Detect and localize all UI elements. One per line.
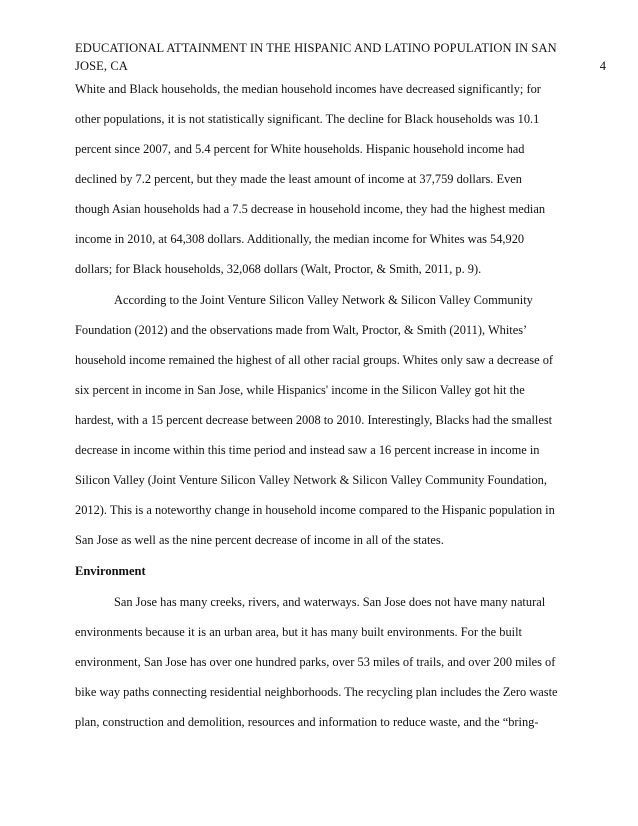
paragraph-1-line: other populations, it is not statistically significant. The decline for Black households was 10.1 (75, 112, 540, 126)
paragraph-3-line: environments because it is an urban area, but it has many built environments. For the built (75, 625, 522, 639)
paragraph-1-line: declined by 7.2 percent, but they made the least amount of income at 37,759 dollars. Even (75, 172, 522, 186)
paragraph-2-line: San Jose as well as the nine percent decrease of income in all of the states. (75, 533, 444, 547)
paragraph-2-line: household income remained the highest of all other racial groups. Whites only saw a decrease of (75, 353, 554, 367)
paragraph-3-line: environment, San Jose has over one hundred parks, over 53 miles of trails, and over 200 miles of (75, 655, 556, 669)
paragraph-2-line: Silicon Valley (Joint Venture Silicon Valley Network & Silicon Valley Community Foundation, (75, 473, 547, 487)
paragraph-2-line: hardest, with a 15 percent decrease between 2008 to 2010. Interestingly, Blacks had the smallest (75, 413, 553, 427)
paragraph-2-line: According to the Joint Venture Silicon Valley Network & Silicon Valley Community (114, 293, 533, 307)
paragraph-1-line: White and Black households, the median household incomes have decreased significantly; for (75, 82, 541, 96)
running-head: EDUCATIONAL ATTAINMENT IN THE HISPANIC AND LATINO POPULATION IN SAN JOSE, CA (75, 41, 557, 73)
paragraph-3-line: plan, construction and demolition, resources and information to reduce waste, and the “bring- (75, 715, 539, 729)
paragraph-1-line: dollars; for Black households, 32,068 dollars (Walt, Proctor, & Smith, 2011, p. 9). (75, 262, 482, 276)
paragraph-2-line: Foundation (2012) and the observations made from Walt, Proctor, & Smith (2011), Whites’ (75, 323, 528, 337)
paragraph-2-line: 2012). This is a noteworthy change in household income compared to the Hispanic population in (75, 503, 555, 517)
paragraph-1-line: income in 2010, at 64,308 dollars. Additionally, the median income for Whites was 54,920 (75, 232, 525, 246)
page-number: 4 (599, 59, 606, 73)
paragraph-1-line: percent since 2007, and 5.4 percent for White households. Hispanic household income had (75, 142, 525, 156)
paragraph-3-line: bike way paths connecting residential neighborhoods. The recycling plan includes the Zero waste (75, 685, 558, 699)
paragraph-2-line: six percent in income in San Jose, while Hispanics' income in the Silicon Valley got hit the (75, 383, 525, 397)
paragraph-3-line: San Jose has many creeks, rivers, and waterways. San Jose does not have many natural (114, 595, 546, 609)
section-heading: Environment (75, 564, 146, 578)
paragraph-1-line: though Asian households had a 7.5 decrease in household income, they had the highest median (75, 202, 546, 216)
paragraph-2-line: decrease in income within this time period and instead saw a 16 percent increase in income in (75, 443, 540, 457)
